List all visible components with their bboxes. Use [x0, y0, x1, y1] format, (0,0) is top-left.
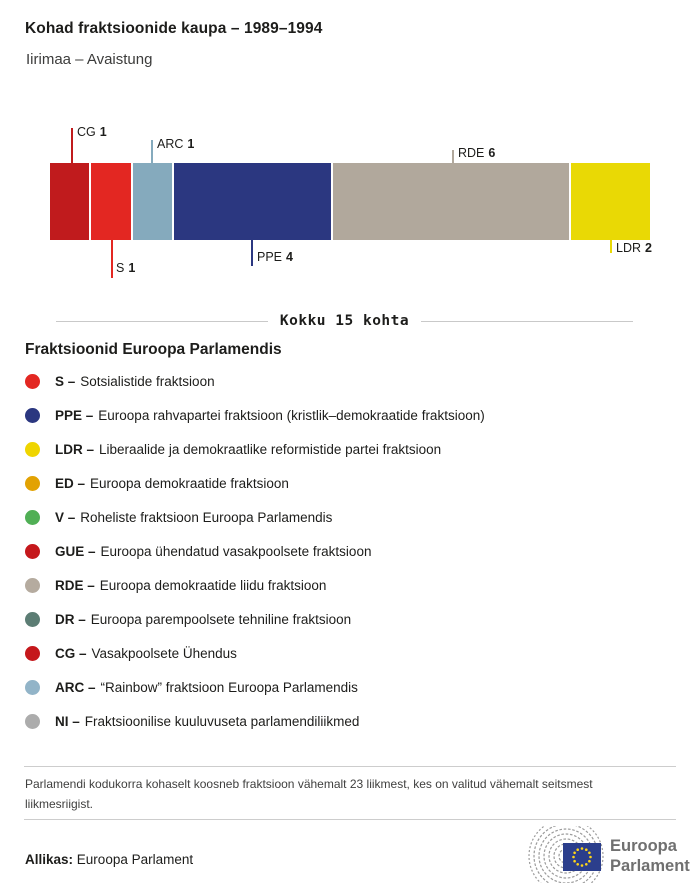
callout-label [77, 125, 107, 139]
legend-item-label [55, 408, 485, 423]
seats-stacked-bar-chart [0, 120, 700, 292]
ep-hemicycle-logo-graphic [528, 826, 694, 883]
segment-seats: 6 [488, 146, 496, 160]
total-seats-divider [56, 313, 633, 329]
european-parliament-logo [528, 826, 694, 883]
group-abbr: S – [55, 373, 76, 389]
group-color-dot [25, 578, 40, 593]
group-color-dot [25, 646, 40, 661]
logo-text-line2: Parlament [610, 857, 690, 875]
legend-item-label [55, 578, 326, 593]
stacked-bar [50, 163, 650, 240]
source-line [25, 852, 193, 867]
group-name: Euroopa demokraatide liidu fraktsioon [99, 577, 327, 593]
footnote-text: Parlamendi kodukorra kohaselt koosneb fraktsioon vähemalt 23 liikmest, kes on valitud vähemalt seitsmest liikmesriigist. [25, 777, 593, 811]
segment-seats: 1 [187, 137, 195, 151]
logo-text-line1: Euroopa [610, 837, 677, 855]
page-title: Kohad fraktsioonide kaupa – 1989–1994 [25, 20, 323, 37]
legend-item [25, 500, 675, 534]
callout-label [116, 261, 135, 275]
callout-line [111, 240, 113, 278]
legend-item-label [55, 646, 237, 661]
group-abbr: ED – [55, 475, 86, 491]
callout-line [610, 240, 612, 253]
source-label: Allikas: [25, 852, 74, 867]
group-abbr: LDR – [55, 441, 95, 457]
page-subtitle: Iirimaa – Avaistung [26, 51, 153, 68]
group-color-dot [25, 612, 40, 627]
legend-item [25, 636, 675, 670]
legend-item-label [55, 680, 358, 695]
legend-item [25, 466, 675, 500]
segment-code: ARC [157, 137, 184, 151]
group-name: Roheliste fraktsioon Euroopa Parlamendis [80, 509, 333, 525]
group-color-dot [25, 442, 40, 457]
callout-line [151, 140, 153, 163]
segment-seats: 2 [645, 241, 652, 255]
group-abbr: CG – [55, 645, 87, 661]
group-name: Vasakpoolsete Ühendus [91, 645, 237, 661]
group-color-dot [25, 408, 40, 423]
legend-item-label [55, 476, 289, 491]
segment-seats: 4 [286, 250, 293, 264]
legend-item-label [55, 374, 215, 389]
group-color-dot [25, 714, 40, 729]
group-abbr: ARC – [55, 679, 96, 695]
bar-segment-cg [50, 163, 89, 240]
segment-code: PPE [257, 250, 283, 264]
bar-segment-arc [133, 163, 172, 240]
group-abbr: PPE – [55, 407, 94, 423]
segment-code: RDE [458, 146, 485, 160]
group-color-dot [25, 374, 40, 389]
callout-line [251, 240, 253, 266]
legend-item [25, 432, 675, 466]
group-name: Euroopa demokraatide fraktsioon [90, 475, 289, 491]
bar-segment-rde [333, 163, 569, 240]
group-abbr: GUE – [55, 543, 96, 559]
legend-item [25, 670, 675, 704]
callout-label [458, 146, 495, 160]
callout-label [157, 137, 194, 151]
footnote-divider-top [24, 766, 676, 767]
group-name: Liberaalide ja demokraatlike reformistide partei fraktsioon [99, 441, 442, 457]
bar-segment-ppe [174, 163, 331, 240]
footnote-divider-bottom [24, 819, 676, 820]
group-name: Sotsialistide fraktsioon [80, 373, 215, 389]
divider-line-right [421, 321, 633, 322]
legend-item [25, 534, 675, 568]
legend-item-label [55, 612, 351, 627]
group-name: Euroopa parempoolsete tehniline fraktsioon [90, 611, 352, 627]
group-color-dot [25, 510, 40, 525]
total-seats-label: Kokku 15 kohta [279, 313, 410, 329]
segment-seats: 1 [99, 125, 107, 139]
segment-code: S [116, 261, 125, 275]
divider-line-left [56, 321, 268, 322]
group-name: Euroopa ühendatud vasakpoolsete fraktsioon [100, 543, 372, 559]
callout-line [452, 150, 454, 163]
legend-item-label [55, 510, 332, 525]
legend-item [25, 568, 675, 602]
group-name: Euroopa rahvapartei fraktsioon (kristlik–demokraatide fraktsioon) [98, 407, 485, 423]
segment-code: LDR [616, 241, 642, 255]
group-color-dot [25, 476, 40, 491]
legend-list [25, 364, 675, 738]
group-abbr: V – [55, 509, 76, 525]
group-name: Fraktsioonilise kuuluvuseta parlamendiliikmed [84, 713, 360, 729]
legend-heading: Fraktsioonid Euroopa Parlamendis [25, 341, 282, 358]
group-abbr: RDE – [55, 577, 95, 593]
group-color-dot [25, 544, 40, 559]
segment-code: CG [77, 125, 96, 139]
legend-item [25, 398, 675, 432]
legend-item [25, 364, 675, 398]
legend-item [25, 704, 675, 738]
bar-segment-s [91, 163, 130, 240]
legend-item-label [55, 714, 359, 729]
bar-segment-ldr [571, 163, 650, 240]
legend-item-label [55, 544, 371, 559]
callout-label [616, 241, 652, 255]
group-abbr: DR – [55, 611, 86, 627]
callout-label [257, 250, 293, 264]
callout-line [71, 128, 73, 163]
group-color-dot [25, 680, 40, 695]
group-abbr: NI – [55, 713, 80, 729]
legend-item [25, 602, 675, 636]
source-value: Euroopa Parlament [76, 852, 194, 867]
legend-item-label [55, 442, 441, 457]
group-name: “Rainbow” fraktsioon Euroopa Parlamendis [100, 679, 358, 695]
segment-seats: 1 [128, 261, 136, 275]
